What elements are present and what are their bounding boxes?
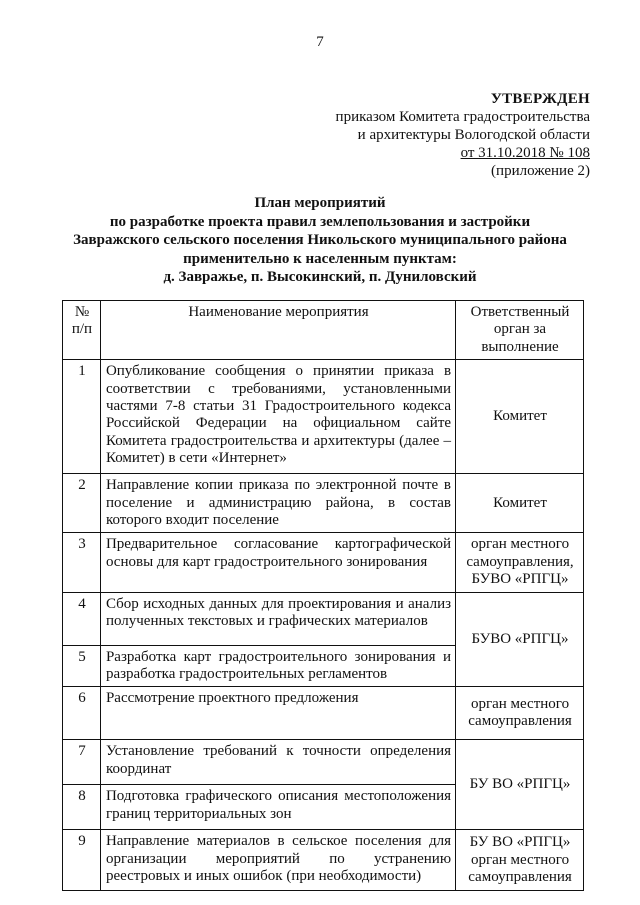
row-responsible: БУ ВО «РПГЦ» орган местного самоуправления [456, 830, 584, 891]
row-responsible: орган местного самоуправления [456, 687, 584, 740]
row-activity: Предварительное согласование картографической основы для карт градостроительного зонирования [100, 533, 455, 592]
order-reference: от 31.10.2018 № 108 [460, 145, 590, 161]
row-number: 8 [63, 785, 101, 830]
approval-block [290, 90, 590, 180]
row-activity: Опубликование сообщения о принятии приказа в соответствии с требованиями, установленными частями 7-8 статьи 31 Градостроительного кодекса Российской Федерации на официальном сайте Комитета градостроительства и архитектуры (далее – Комитет) в сети «Интернет» [100, 360, 455, 474]
plan-title-line-4: применительно к населенным пунктам: [183, 250, 457, 267]
row-number: 4 [63, 592, 101, 645]
row-responsible: БУВО «РПГЦ» [456, 592, 584, 687]
table-row [63, 533, 584, 592]
row-activity: Направление материалов в сельское поселения для организации мероприятий по устранению реестровых и иных ошибок (при необходимости) [100, 830, 455, 891]
plan-table [62, 300, 584, 891]
table-header-row [63, 301, 584, 360]
table-row [63, 360, 584, 474]
table-row [63, 687, 584, 740]
approval-line-2: и архитектуры Вологодской области [357, 127, 590, 143]
header-number: № п/п [63, 301, 101, 360]
appendix-note: (приложение 2) [491, 163, 590, 179]
plan-title-line-1: План мероприятий [254, 195, 386, 211]
row-number: 7 [63, 740, 101, 785]
row-number: 5 [63, 645, 101, 687]
row-activity: Установление требований к точности определения координат [100, 740, 455, 785]
row-number: 9 [63, 830, 101, 891]
approval-heading: УТВЕРЖДЕН [490, 91, 590, 107]
row-number: 6 [63, 687, 101, 740]
row-number: 3 [63, 533, 101, 592]
row-activity: Разработка карт градостроительного зонирования и разработка градостроительных регламентов [100, 645, 455, 687]
row-responsible: БУ ВО «РПГЦ» [456, 740, 584, 830]
table-row [63, 740, 584, 785]
table-row [63, 592, 584, 645]
header-responsible: Ответственный орган за выполнение [456, 301, 584, 360]
row-activity: Направление копии приказа по электронной почте в поселение и администрацию района, в состав которого входит поселение [100, 474, 455, 533]
header-activity: Наименование мероприятия [100, 301, 455, 360]
table-row [63, 830, 584, 891]
table-row [63, 474, 584, 533]
row-activity: Сбор исходных данных для проектирования и анализ полученных текстовых и графических материалов [100, 592, 455, 645]
page-number: 7 [316, 34, 324, 50]
row-number: 2 [63, 474, 101, 533]
row-responsible: орган местного самоуправления, БУВО «РПГЦ» [456, 533, 584, 592]
row-activity: Подготовка графического описания местоположения границ территориальных зон [100, 785, 455, 830]
row-activity: Рассмотрение проектного предложения [100, 687, 455, 740]
plan-title-line-3: Завражского сельского поселения Никольского муниципального района [73, 232, 567, 249]
row-responsible: Комитет [456, 474, 584, 533]
plan-title [40, 194, 600, 287]
plan-title-line-2: по разработке проекта правил землепользования и застройки [109, 213, 531, 230]
row-responsible: Комитет [456, 360, 584, 474]
row-number: 1 [63, 360, 101, 474]
plan-title-line-5: д. Завражье, п. Высокинский, п. Дуниловский [163, 269, 477, 286]
approval-line-1: приказом Комитета градостроительства [335, 109, 590, 125]
